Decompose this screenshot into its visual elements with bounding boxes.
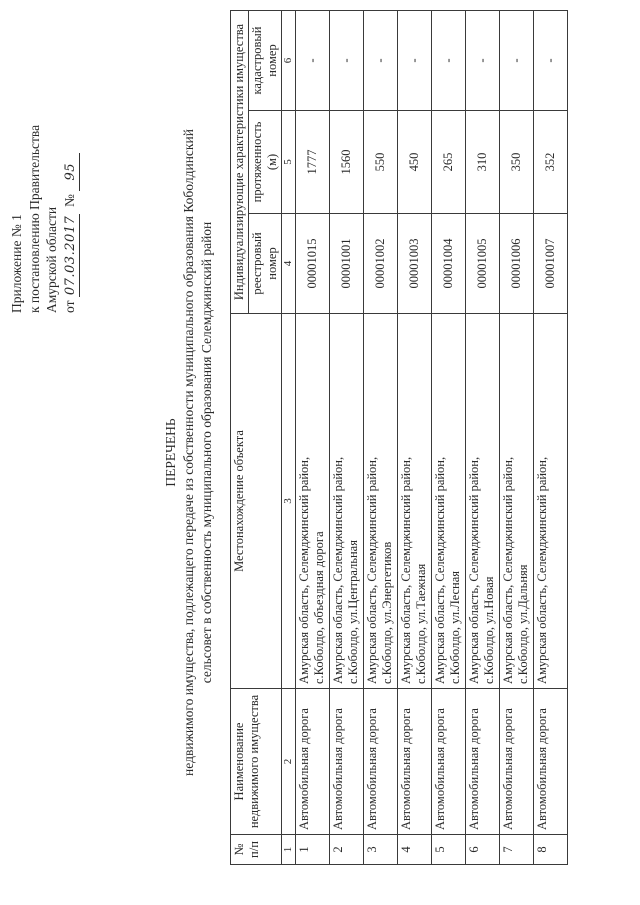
row-number: 2 (330, 835, 364, 865)
table-row (432, 11, 466, 865)
row-number: 7 (500, 835, 534, 865)
column-index: 5 (282, 111, 296, 214)
decree-date: 07.03.2017 (62, 214, 81, 297)
object-name: Автомобильная дорога (432, 689, 466, 835)
row-number: 1 (296, 835, 330, 865)
cadastral-number: - (466, 11, 500, 111)
length-value: 352 (534, 111, 568, 214)
location-line-2: с.Коболдо, ул.Центральная (346, 540, 360, 684)
header-cadastral-number: кадастровый номер (249, 11, 282, 111)
registry-number: 00001006 (500, 214, 534, 314)
length-value: 310 (466, 111, 500, 214)
table-row (330, 11, 364, 865)
table-row (364, 11, 398, 865)
table-row (500, 11, 534, 865)
cadastral-number: - (296, 11, 330, 111)
object-name: Автомобильная дорога (398, 689, 432, 835)
object-name: Автомобильная дорога (296, 689, 330, 835)
length-value: 265 (432, 111, 466, 214)
cadastral-number: - (364, 11, 398, 111)
location-line-1: Амурская область, Селемджинский район, (297, 456, 311, 684)
header-num: № п/п (231, 835, 282, 865)
location-line-1: Амурская область, Селемджинский район, (399, 456, 413, 684)
registry-number: 00001015 (296, 214, 330, 314)
location-line-2: с.Коболдо, ул.Энергетиков (380, 541, 394, 684)
object-name: Автомобильная дорога (330, 689, 364, 835)
object-location (534, 314, 568, 689)
header-length: протяженность (м) (249, 111, 282, 214)
cadastral-number: - (500, 11, 534, 111)
location-line-2: с.Коболдо, ул.Таежная (414, 563, 428, 684)
location-line-1: Амурская область, Селемджинский район, (433, 456, 447, 684)
length-value: 450 (398, 111, 432, 214)
table-row (398, 11, 432, 865)
header-characteristics: Индивидуализирующие характеристики имущества (231, 11, 249, 314)
registry-number: 00001001 (330, 214, 364, 314)
object-name: Автомобильная дорога (500, 689, 534, 835)
cadastral-number: - (330, 11, 364, 111)
table-row (534, 11, 568, 865)
registry-number: 00001004 (432, 214, 466, 314)
appendix-line-2: к постановлению Правительства (26, 124, 42, 313)
document-subtitle-line-2: сельсовет в собственность муниципального образования Селемджинский район (199, 221, 214, 684)
table-body (296, 11, 568, 865)
appendix-line-1: Приложение № 1 (9, 214, 24, 313)
location-line-2: с.Коболдо, ул.Дальняя (516, 564, 530, 684)
registry-number: 00001005 (466, 214, 500, 314)
length-value: 550 (364, 111, 398, 214)
column-index: 1 (282, 835, 296, 865)
header-registry-number: реестровый номер (249, 214, 282, 314)
property-table (230, 10, 568, 865)
object-location (364, 314, 398, 689)
object-location (432, 314, 466, 689)
cadastral-number: - (432, 11, 466, 111)
header-location: Местонахождение объекта (231, 314, 282, 689)
row-number: 4 (398, 835, 432, 865)
location-line-2: с.Коболдо, ул.Новая (482, 576, 496, 684)
object-location (296, 314, 330, 689)
location-line-1: Амурская область, Селемджинский район, (501, 456, 515, 684)
location-line-2: с.Коболдо, объездная дорога (312, 531, 326, 684)
location-line-1: Амурская область, Селемджинский район, (365, 456, 379, 684)
column-index: 6 (282, 11, 296, 111)
document-subtitle-line-1: недвижимого имущества, подлежащего передаче из собственности муниципального образования Коболдинский (181, 129, 196, 776)
registry-number: 00001007 (534, 214, 568, 314)
appendix-line-3: Амурской области (44, 206, 59, 313)
column-index: 2 (282, 689, 296, 835)
cadastral-number: - (534, 11, 568, 111)
registry-number: 00001002 (364, 214, 398, 314)
object-name: Автомобильная дорога (466, 689, 500, 835)
object-name: Автомобильная дорога (534, 689, 568, 835)
object-location (466, 314, 500, 689)
appendix-block (8, 63, 80, 313)
registry-number: 00001003 (398, 214, 432, 314)
from-label: от (61, 300, 77, 313)
decree-number: 95 (62, 153, 81, 191)
object-location (398, 314, 432, 689)
object-name: Автомобильная дорога (364, 689, 398, 835)
table-row (466, 11, 500, 865)
row-number: 3 (364, 835, 398, 865)
object-location (330, 314, 364, 689)
number-label: № (61, 194, 77, 207)
table-row (296, 11, 330, 865)
length-value: 1777 (296, 111, 330, 214)
object-location (500, 314, 534, 689)
appendix-line-4 (61, 63, 81, 313)
header-row-1 (231, 11, 249, 865)
length-value: 350 (500, 111, 534, 214)
header-name: Наименование недвижимого имущества (231, 689, 282, 835)
location-line-2: с.Коболдо, ул.Лесная (448, 570, 462, 684)
column-index: 3 (282, 314, 296, 689)
length-value: 1560 (330, 111, 364, 214)
row-number: 6 (466, 835, 500, 865)
location-line-1: Амурская область, Селемджинский район, (331, 456, 345, 684)
cadastral-number: - (398, 11, 432, 111)
location-line-1: Амурская область, Селемджинский район, (467, 456, 481, 684)
row-number: 8 (534, 835, 568, 865)
column-index-row (282, 11, 296, 865)
row-number: 5 (432, 835, 466, 865)
location-line-1: Амурская область, Селемджинский район, (535, 456, 549, 684)
document-heading: ПЕРЕЧЕНЬ (163, 418, 178, 487)
column-index: 4 (282, 214, 296, 314)
